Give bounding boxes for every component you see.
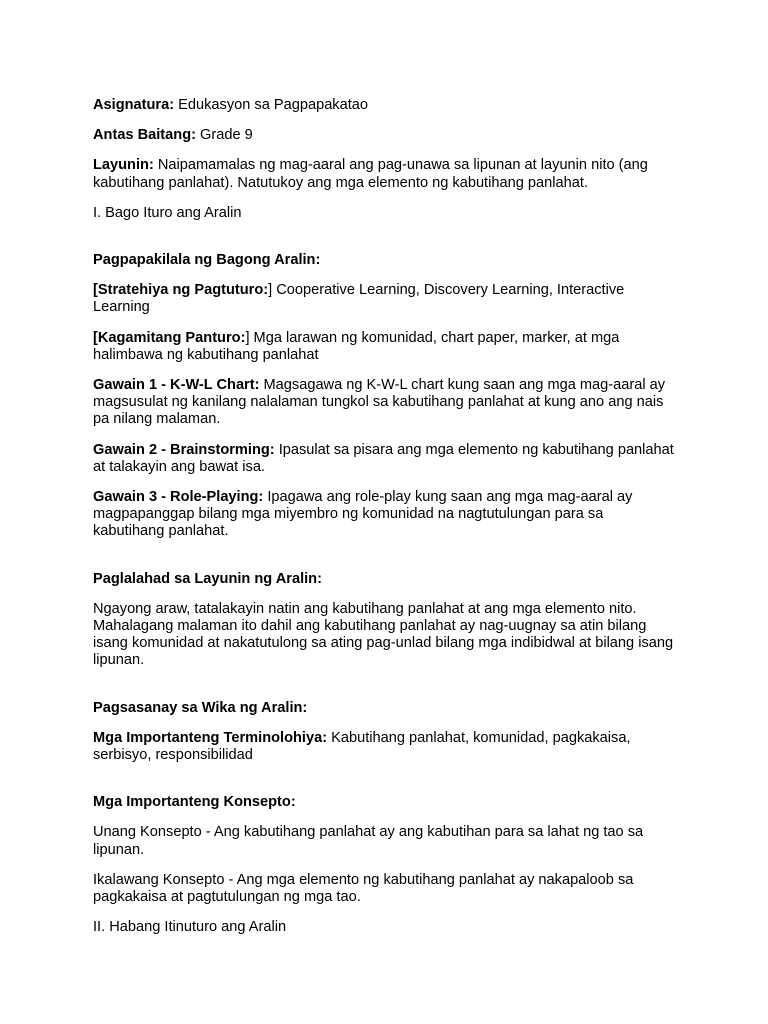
gawain2-paragraph	[93, 442, 678, 476]
konsepto-heading	[93, 794, 678, 811]
asignatura-line	[93, 97, 678, 114]
antas-label: Antas Baitang:	[93, 127, 196, 144]
section2-title: II. Habang Itinuturo ang Aralin	[93, 919, 287, 936]
gawain2-label: Gawain 2 - Brainstorming:	[93, 441, 275, 458]
kagamitan-value: ] Mga larawan ng komunidad, chart paper, marker, at mga halimbawa ng kabutihang panlahat	[93, 329, 620, 363]
layunin-label: Layunin:	[93, 157, 154, 174]
paglalahad-heading	[93, 571, 678, 588]
gawain3-value: Ipagawa ang role-play kung saan ang mga mag-aaral ay magpapanggap bilang mga miyembro ng komunidad na nagtutulungan para sa kabutihang panlahat.	[93, 489, 633, 540]
section1-title: I. Bago Ituro ang Aralin	[93, 204, 242, 221]
pagsasanay-heading-text: Pagsasanay sa Wika ng Aralin:	[93, 699, 308, 716]
stratehiya-label: [Stratehiya ng Pagtuturo:	[93, 282, 269, 299]
unang-konsepto: Unang Konsepto - Ang kabutihang panlahat ay ang kabutihan para sa lahat ng tao sa lipunan.	[93, 824, 644, 858]
antas-value: Grade 9	[195, 127, 253, 144]
gawain1-value: Magsagawa ng K-W-L chart kung saan ang mga mag-aaral ay magsusulat ng kanilang nalalaman tungkol sa kabutihang panlahat at kung ano ang nais pa nilang malaman.	[93, 377, 666, 428]
stratehiya-value: ] Cooperative Learning, Discovery Learning, Interactive Learning	[93, 282, 625, 316]
gawain1-paragraph	[93, 377, 678, 429]
pagsasanay-heading	[93, 700, 678, 717]
kagamitan-paragraph	[93, 330, 678, 364]
document-page	[93, 97, 678, 950]
gawain3-paragraph	[93, 489, 678, 541]
konsepto-heading-text: Mga Importanteng Konsepto:	[93, 794, 296, 811]
terminolohiya-value: Kabutihang panlahat, komunidad, pagkakaisa, serbisyo, responsibilidad	[93, 729, 631, 764]
terminolohiya-label: Mga Importanteng Terminolohiya:	[93, 729, 328, 746]
asignatura-label: Asignatura:	[93, 97, 175, 113]
ikalawang-konsepto: Ikalawang Konsepto - Ang mga elemento ng kabutihang panlahat ay nakapaloob sa pagkakaisa at pagtutulungan ng mga tao.	[93, 871, 634, 906]
gawain2-value: Ipasulat sa pisara ang mga elemento ng kabutihang panlahat at talakayin ang bawat isa.	[93, 441, 674, 475]
layunin-value: Naipamamalas ng mag-aaral ang pag-unawa sa lipunan at layunin nito (ang kabutihang panlahat). Natutukoy ang mga elemento ng kabutihang panlahat.	[93, 157, 648, 191]
gawain1-label: Gawain 1 - K-W-L Chart:	[93, 377, 260, 394]
antas-line	[93, 127, 678, 144]
stratehiya-paragraph	[93, 282, 678, 316]
paglalahad-body: Ngayong araw, tatalakayin natin ang kabutihang panlahat at ang mga elemento nito. Mahalagang malaman ito dahil ang kabutihang panlahat ay nag-uugnay sa atin bilang isang komunidad at nakatutulong sa ating pag-unlad bilang mga indibidwal at bilang isang lipunan.	[93, 600, 674, 669]
gawain3-label: Gawain 3 - Role-Playing:	[93, 489, 264, 506]
paglalahad-heading-text: Paglalahad sa Layunin ng Aralin:	[93, 570, 322, 587]
intro-heading	[93, 252, 678, 269]
kagamitan-label: [Kagamitang Panturo:	[93, 329, 246, 346]
asignatura-value: Edukasyon sa Pagpapakatao	[174, 97, 369, 113]
intro-heading-text: Pagpapakilala ng Bagong Aralin:	[93, 252, 321, 269]
terminolohiya-paragraph	[93, 730, 678, 764]
layunin-paragraph	[93, 157, 678, 191]
